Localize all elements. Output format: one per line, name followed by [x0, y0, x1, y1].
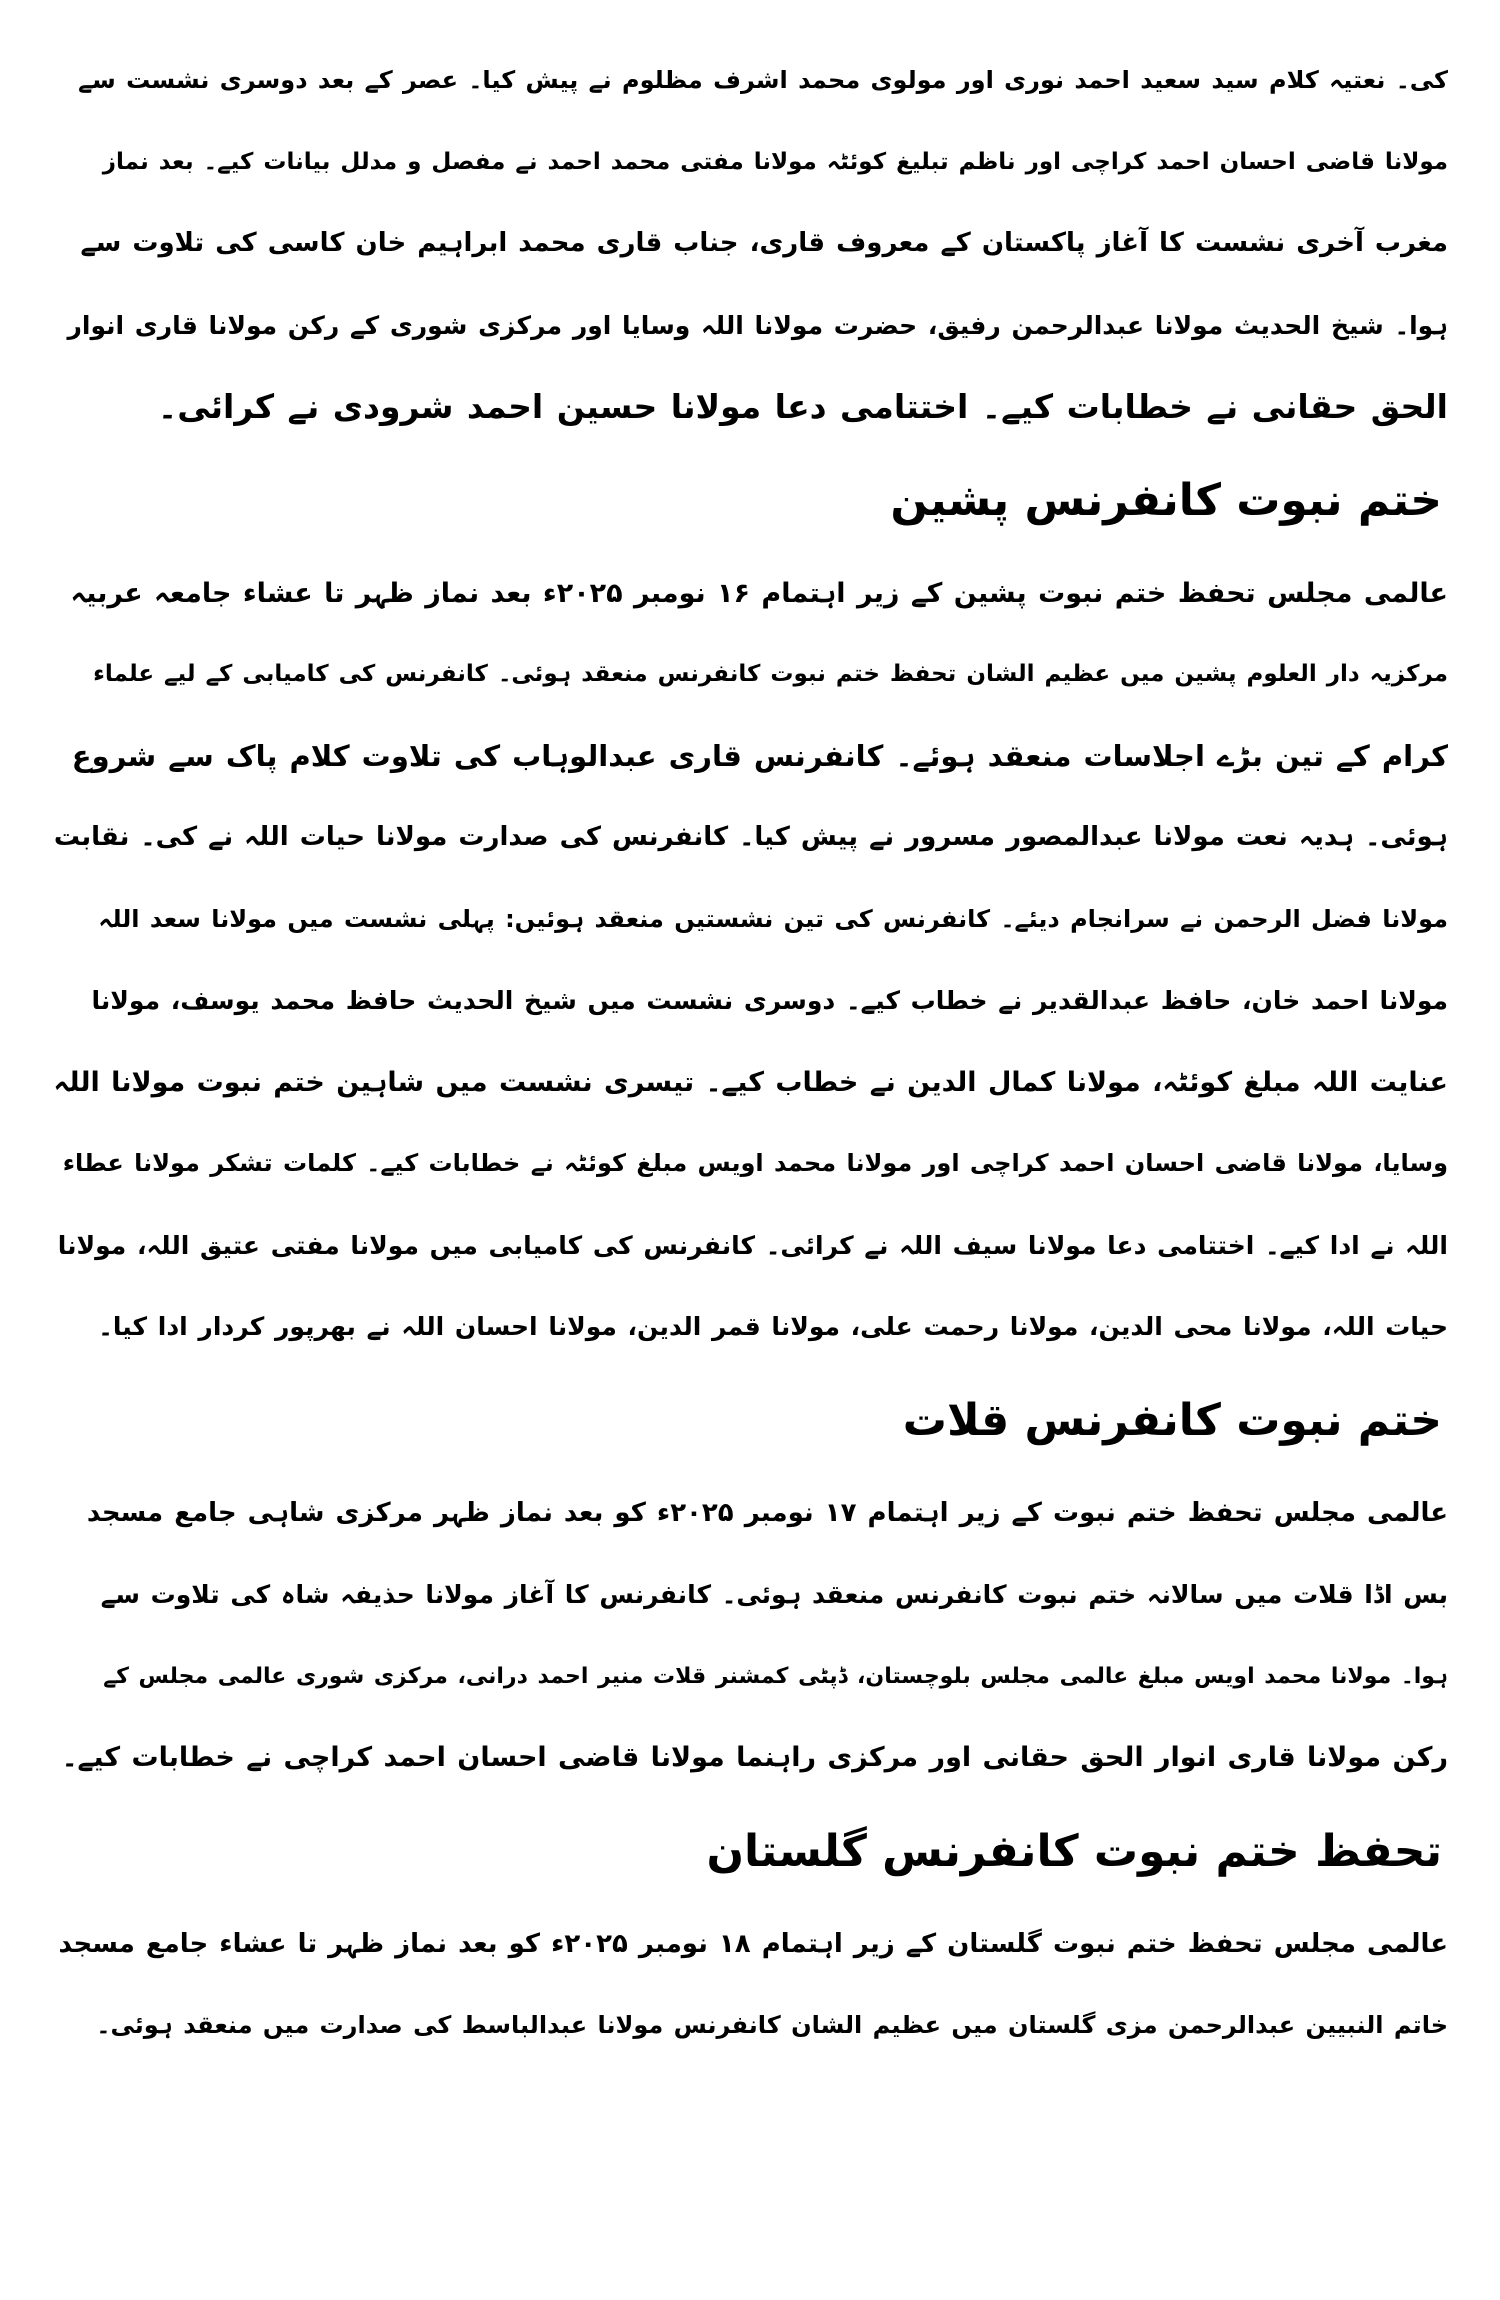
- paragraph-line: عالمی مجلس تحفظ ختم نبوت گلستان کے زیر اہتمام ۱۸ نومبر ۲۰۲۵ء کو بعد نماز ظہر تا عشاء جامع مسجد: [58, 1928, 1448, 1959]
- paragraph-line: رکن مولانا قاری انوار الحق حقانی اور مرکزی راہنما مولانا قاضی احسان احمد کراچی نے خطابات کیے۔: [61, 1742, 1448, 1773]
- section-heading-gulistan: تحفظ ختم نبوت کانفرنس گلستان: [706, 1825, 1442, 1877]
- paragraph-line: عالمی مجلس تحفظ ختم نبوت کے زیر اہتمام ۱۷ نومبر ۲۰۲۵ء کو بعد نماز ظہر مرکزی شاہی جامع مسجد: [86, 1497, 1448, 1528]
- paragraph-line: مغرب آخری نشست کا آغاز پاکستان کے معروف قاری، جناب قاری محمد ابراہیم خان کاسی کی تلاوت سے: [80, 228, 1448, 258]
- section-heading-qalat: ختم نبوت کانفرنس قلات: [902, 1394, 1442, 1446]
- section-paragraph-gulistan: [52, 1904, 1448, 2067]
- paragraph-line: الحق حقانی نے خطابات کیے۔ اختتامی دعا مولانا حسین احمد شرودی نے کرائی۔: [157, 387, 1448, 426]
- paragraph-line: خاتم النبیین عبدالرحمن مزی گلستان میں عظیم الشان کانفرنس مولانا عبدالباسط کی صدارت میں منعقد ہوئی۔: [96, 2011, 1448, 2039]
- paragraph-line: مولانا احمد خان، حافظ عبدالقدیر نے خطاب کیے۔ دوسری نشست میں شیخ الحدیث حافظ محمد یوسف، مولانا: [91, 986, 1448, 1015]
- section-paragraph-qalat: [52, 1473, 1448, 1799]
- paragraph-line: اللہ نے ادا کیے۔ اختتامی دعا مولانا سیف اللہ نے کرائی۔ کانفرنس کی کامیابی میں مولانا مفتی عتیق اللہ، مولانا: [57, 1230, 1448, 1260]
- paragraph-line: کرام کے تین بڑے اجلاسات منعقد ہوئے۔ کانفرنس قاری عبدالوہاب کی تلاوت کلام پاک سے شروع: [71, 738, 1448, 773]
- paragraph-line: وسایا، مولانا قاضی احسان احمد کراچی اور مولانا محمد اویس مبلغ کوئٹہ نے خطابات کیے۔ کلمات تشکر مولانا عطاء: [62, 1149, 1448, 1177]
- paragraph-line: عالمی مجلس تحفظ ختم نبوت پشین کے زیر اہتمام ۱۶ نومبر ۲۰۲۵ء بعد نماز ظہر تا عشاء جامعہ عربیہ: [70, 577, 1448, 609]
- paragraph-line: عنایت اللہ مبلغ کوئٹہ، مولانا کمال الدین نے خطاب کیے۔ تیسری نشست میں شاہین ختم نبوت مولانا اللہ: [53, 1066, 1448, 1098]
- section-heading-pishin: ختم نبوت کانفرنس پشین: [890, 474, 1442, 526]
- paragraph-line: مولانا فضل الرحمن نے سرانجام دیئے۔ کانفرنس کی تین نشستیں منعقد ہوئیں: پہلی نشست میں مولانا سعد اللہ: [98, 904, 1448, 933]
- paragraph-line: مولانا قاضی احسان احمد کراچی اور ناظم تبلیغ کوئٹہ مولانا مفتی محمد احمد نے مفصل و مدلل بیانات کیے۔ بعد نماز: [102, 148, 1448, 175]
- paragraph-line: کی۔ نعتیہ کلام سید سعید احمد نوری اور مولوی محمد اشرف مظلوم نے پیش کیا۔ عصر کے بعد دوسری نشست سے: [78, 66, 1448, 94]
- paragraph-line: مرکزیہ دار العلوم پشین میں عظیم الشان تحفظ ختم نبوت کانفرنس منعقد ہوئی۔ کانفرنس کی کامیابی کے لیے علماء: [93, 661, 1448, 687]
- section-paragraph-pishin: [52, 553, 1448, 1368]
- paragraph-line: ہوا۔ مولانا محمد اویس مبلغ عالمی مجلس بلوچستان، ڈپٹی کمشنر قلات منیر احمد درانی، مرکزی شوری عالمی مجلس کے: [103, 1663, 1448, 1689]
- paragraph-line: ہوا۔ شیخ الحدیث مولانا عبدالرحمن رفیق، حضرت مولانا اللہ وسایا اور مرکزی شوری کے رکن مولانا قاری انوار: [67, 310, 1448, 340]
- paragraph-line: بس اڈا قلات میں سالانہ ختم نبوت کانفرنس منعقد ہوئی۔ کانفرنس کا آغاز مولانا حذیفہ شاہ کی تلاوت سے: [100, 1580, 1448, 1609]
- paragraph-line: ہوئی۔ ہدیہ نعت مولانا عبدالمصور مسرور نے پیش کیا۔ کانفرنس کی صدارت مولانا حیات اللہ نے کی۔ نقابت: [53, 822, 1448, 852]
- intro-paragraph: [52, 40, 1448, 448]
- paragraph-line: حیات اللہ، مولانا محی الدین، مولانا رحمت علی، مولانا قمر الدین، مولانا احسان اللہ نے بھرپور کردار ادا کیا۔: [98, 1312, 1448, 1341]
